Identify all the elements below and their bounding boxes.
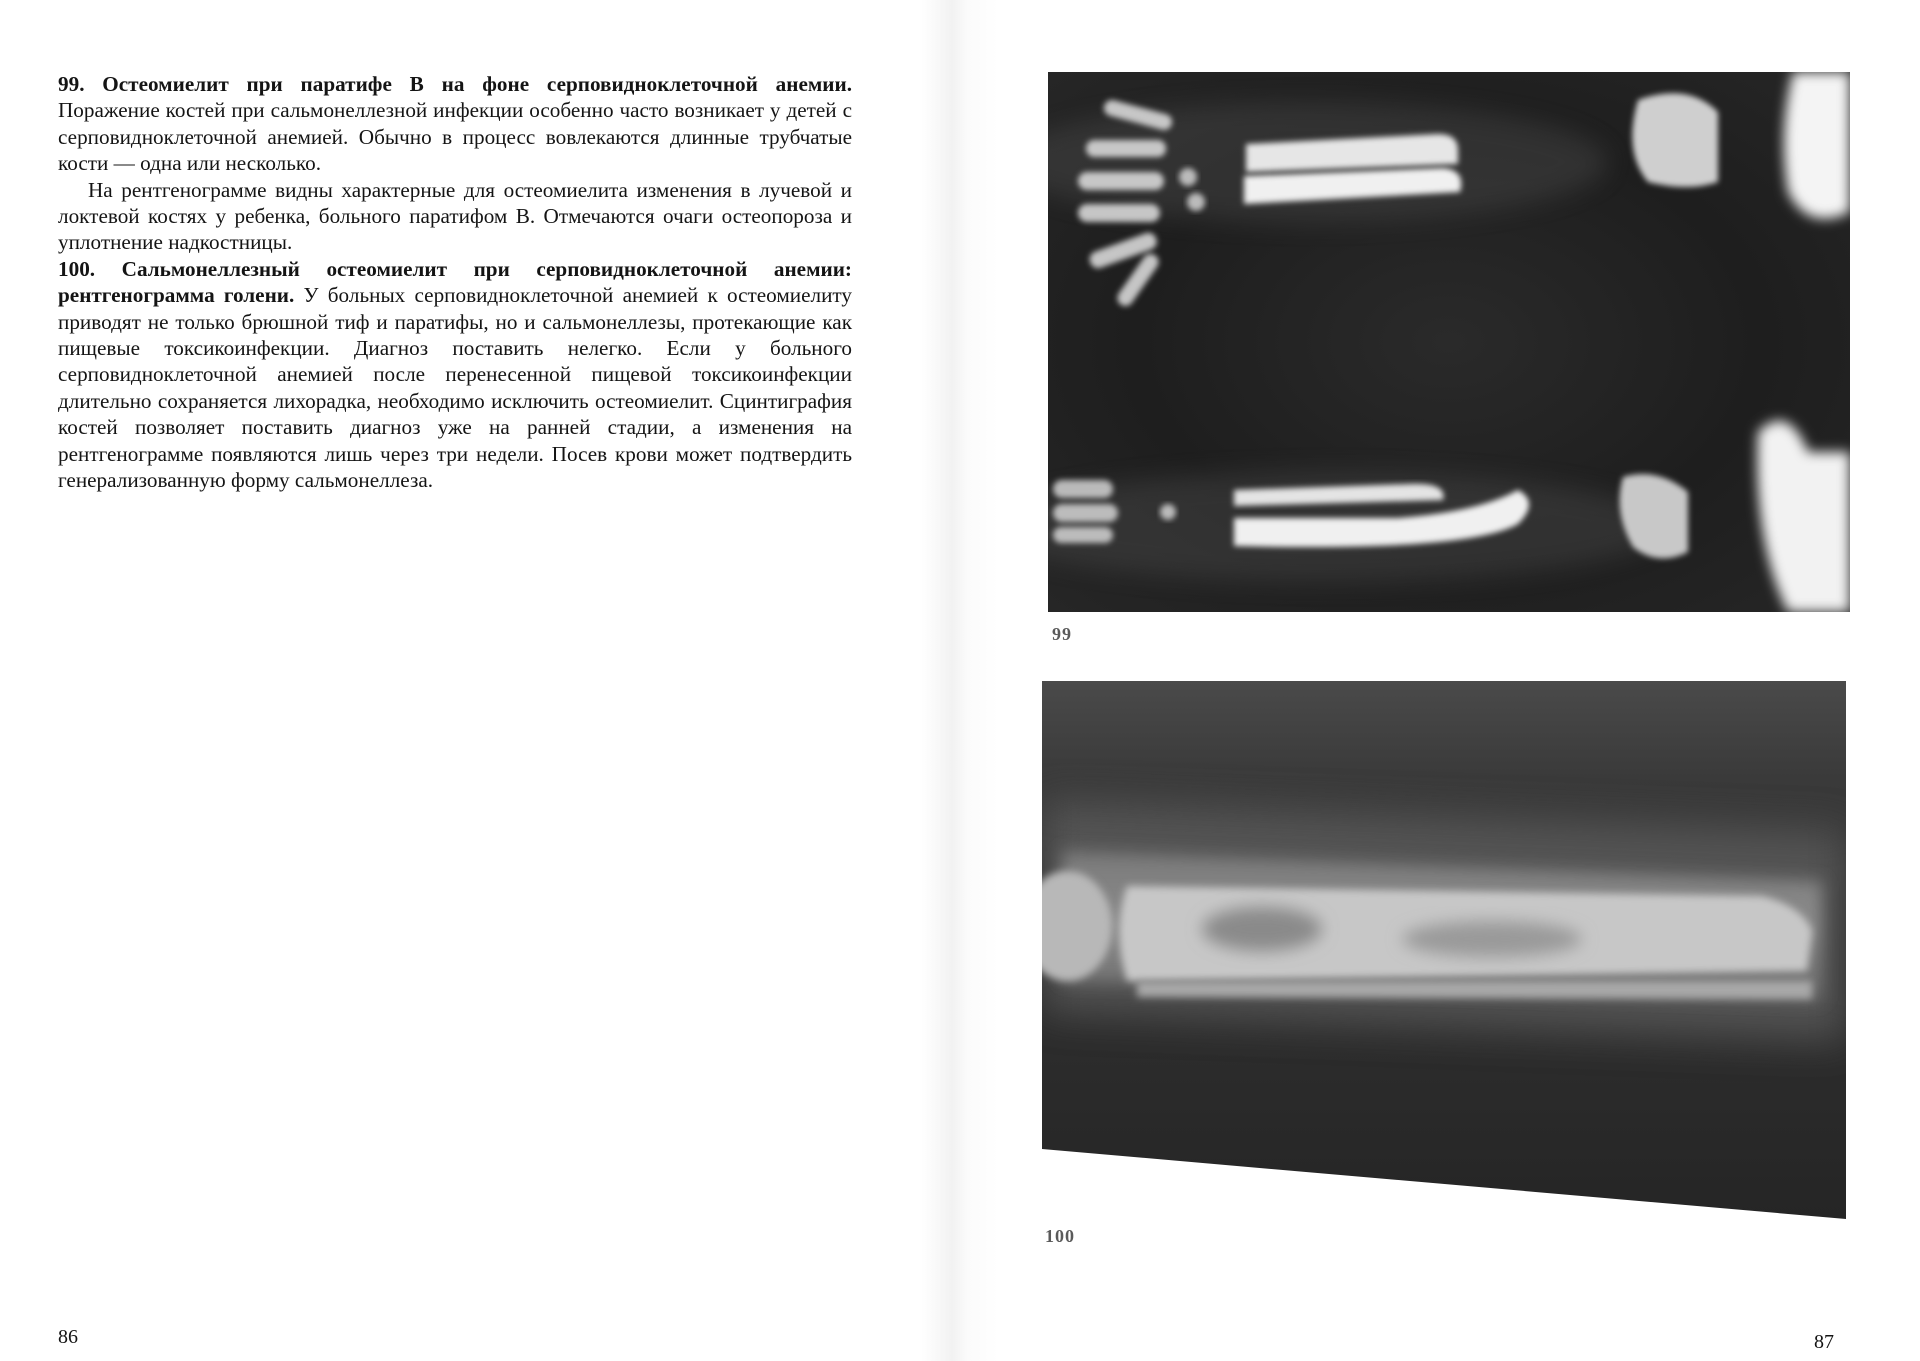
entry-99-title: 99. Остеомиелит при паратифе В на фоне серповидноклеточной анемии. bbox=[58, 72, 852, 96]
xray-lower-leg-image bbox=[1042, 681, 1846, 1219]
figure-99-caption: 99 bbox=[1052, 624, 1072, 644]
entry-100-body: У больных серповидноклеточной анемией к остеомиелиту приводят не только брюшной тиф и паратифы, но и сальмонеллезы, протекающие как пищевые токсикоинфекции. Диагноз поставить нелегко. Если у больного серповидноклеточной анемией после перенесенной пищевой токсикоинфекции длительно сохраняется лихорадка, необходимо исключить остеомиелит. Сцинтиграфия костей позволяет поставить диагноз уже на ранней стадии, а изменения на рентгенограмме появляются лишь через три недели. Посев крови может подтвердить генерализованную форму сальмонеллеза. bbox=[58, 283, 852, 493]
entry-99-paragraph-2: На рентгенограмме видны характерные для остеомиелита изменения в лучевой и локтевой костях у ребенка, больного паратифом В. Отмечаются очаги остеопороза и уплотнение надкостницы. bbox=[58, 177, 852, 255]
entry-100 bbox=[58, 256, 852, 494]
figure-100-caption: 100 bbox=[1045, 1226, 1075, 1246]
page-number-right: 87 bbox=[1814, 1331, 1834, 1353]
left-page-text bbox=[58, 71, 852, 494]
xray-figure-100 bbox=[1042, 681, 1846, 1219]
page-number-left: 86 bbox=[58, 1326, 78, 1348]
entry-100-title: 100. Сальмонеллезный остеомиелит при серповидноклеточной анемии: рентгенограмма голени. bbox=[58, 256, 852, 308]
xray-forearm-image bbox=[1048, 72, 1850, 612]
xray-figure-99 bbox=[1048, 72, 1850, 612]
entry-99-body: Поражение костей при сальмонеллезной инфекции особенно часто возникает у детей с серповидноклеточной анемией. Обычно в процесс вовлекаются длинные трубчатые кости — одна или несколько. bbox=[58, 98, 852, 176]
entry-99 bbox=[58, 71, 852, 177]
